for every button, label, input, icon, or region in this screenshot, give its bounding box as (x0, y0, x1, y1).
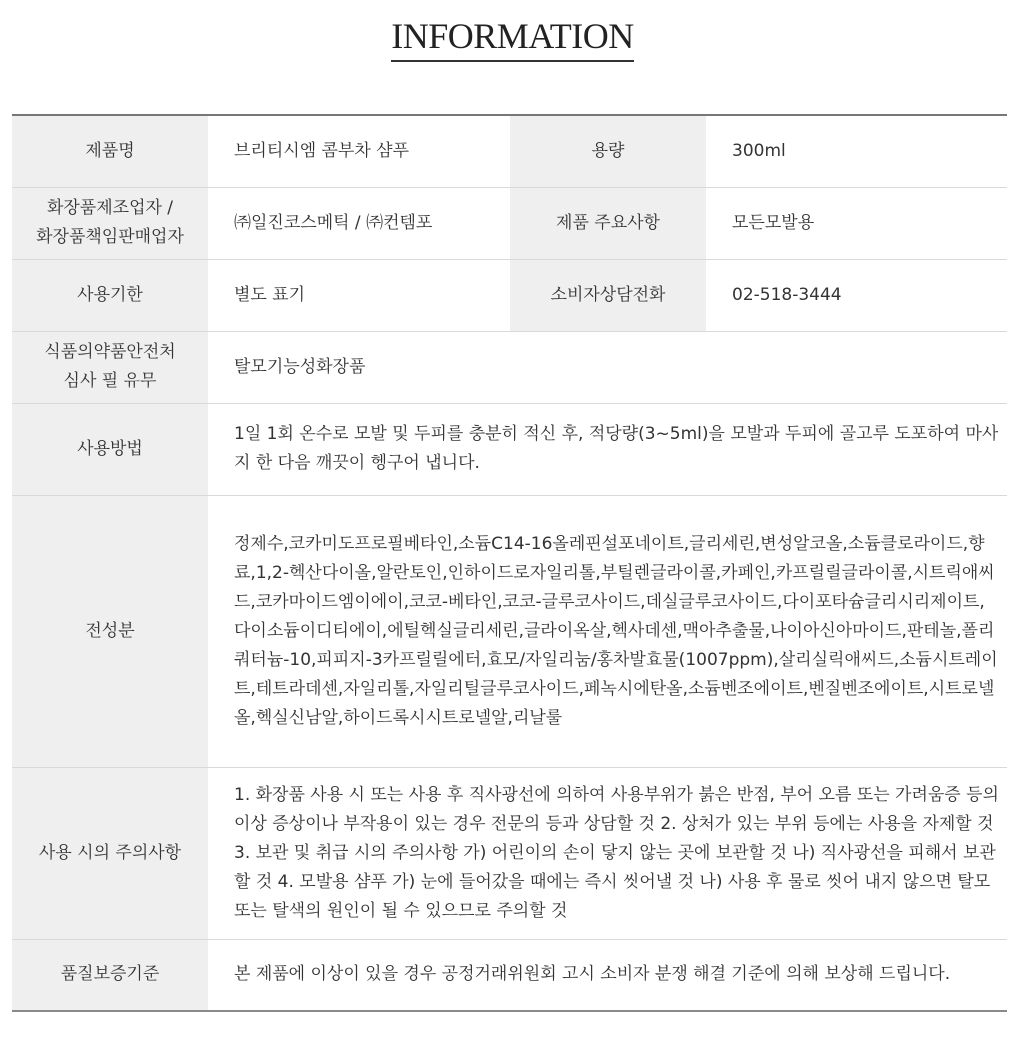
mfds-review-label (12, 331, 208, 403)
ingredients-label: 전성분 (12, 495, 208, 767)
product-info-table (12, 114, 1007, 1012)
product-name-label: 제품명 (12, 115, 208, 187)
ingredients-value: 정제수,코카미도프로필베타인,소듐C14-16올레핀설포네이트,글리세린,변성알코올,소듐클로라이드,향료,1,2-헥산다이올,알란토인,인하이드로자일리톨,부틸렌글라이콜,카페인,카프릴릴글라이콜,시트릭애씨드,코카마이드엠이에이,코코-베타인,코코-글루코사이드,데실글루코사이드,다이포타슘글리시리제이트,다이소듐이디티에이,에틸헥실글리세린,글라이옥살,헥사데센,맥아추출물,나이아신아마이드,판테놀,폴리쿼터늄-10,피피지-3카프릴릴에터,효모/자일리눔/홍차발효물(1007ppm),살리실릭애씨드,소듐시트레이트,테트라데센,자일리톨,자일리틸글루코사이드,페녹시에탄올,소듐벤조에이트,벤질벤조에이트,시트로넬올,헥실신남알,하이드록시시트로넬알,리날룰 (208, 495, 1007, 767)
manufacturer-value: ㈜일진코스메틱 / ㈜컨템포 (208, 187, 510, 259)
main-spec-label: 제품 주요사항 (510, 187, 706, 259)
main-spec-value: 모든모발용 (706, 187, 1007, 259)
mfds-review-label-line2: 심사 필 유무 (63, 371, 157, 391)
mfds-review-value: 탈모기능성화장품 (208, 331, 1007, 403)
volume-value: 300ml (706, 115, 1007, 187)
expiry-label: 사용기한 (12, 259, 208, 331)
table-row (12, 767, 1007, 939)
expiry-value: 별도 표기 (208, 259, 510, 331)
table-row (12, 403, 1007, 495)
caution-label: 사용 시의 주의사항 (12, 767, 208, 939)
consumer-phone-label: 소비자상담전화 (510, 259, 706, 331)
table-row (12, 331, 1007, 403)
consumer-phone-value: 02-518-3444 (706, 259, 1007, 331)
table-row (12, 259, 1007, 331)
page-title: INFORMATION (0, 14, 1025, 62)
manufacturer-label (12, 187, 208, 259)
table-row (12, 187, 1007, 259)
manufacturer-label-line2: 화장품책임판매업자 (36, 227, 184, 247)
caution-value: 1. 화장품 사용 시 또는 사용 후 직사광선에 의하여 사용부위가 붉은 반점, 부어 오름 또는 가려움증 등의 이상 증상이나 부작용이 있는 경우 전문의 등과 상담할 것 2. 상처가 있는 부위 등에는 사용을 자제할 것 3. 보관 및 취급 시의 주의사항 가) 어린이의 손이 닿지 않는 곳에 보관할 것 나) 직사광선을 피해서 보관할 것 4. 모발용 샴푸 가) 눈에 들어갔을 때에는 즉시 씻어낼 것 나) 사용 후 물로 씻어 내지 않으면 탈모 또는 탈색의 원인이 될 수 있으므로 주의할 것 (208, 767, 1007, 939)
mfds-review-label-line1: 식품의약품안전처 (44, 342, 176, 362)
volume-label: 용량 (510, 115, 706, 187)
usage-value: 1일 1회 온수로 모발 및 두피를 충분히 적신 후, 적당량(3~5ml)을 모발과 두피에 골고루 도포하여 마사지 한 다음 깨끗이 헹구어 냅니다. (208, 403, 1007, 495)
quality-value: 본 제품에 이상이 있을 경우 공정거래위원회 고시 소비자 분쟁 해결 기준에 의해 보상해 드립니다. (234, 964, 951, 985)
product-name-value: 브리티시엠 콤부차 샴푸 (208, 115, 510, 187)
manufacturer-label-line1: 화장품제조업자 / (46, 198, 174, 218)
table-row (12, 495, 1007, 767)
table-row (12, 115, 1007, 187)
usage-label: 사용방법 (12, 403, 208, 495)
quality-label: 품질보증기준 (12, 939, 208, 1011)
table-row (12, 939, 1007, 1011)
